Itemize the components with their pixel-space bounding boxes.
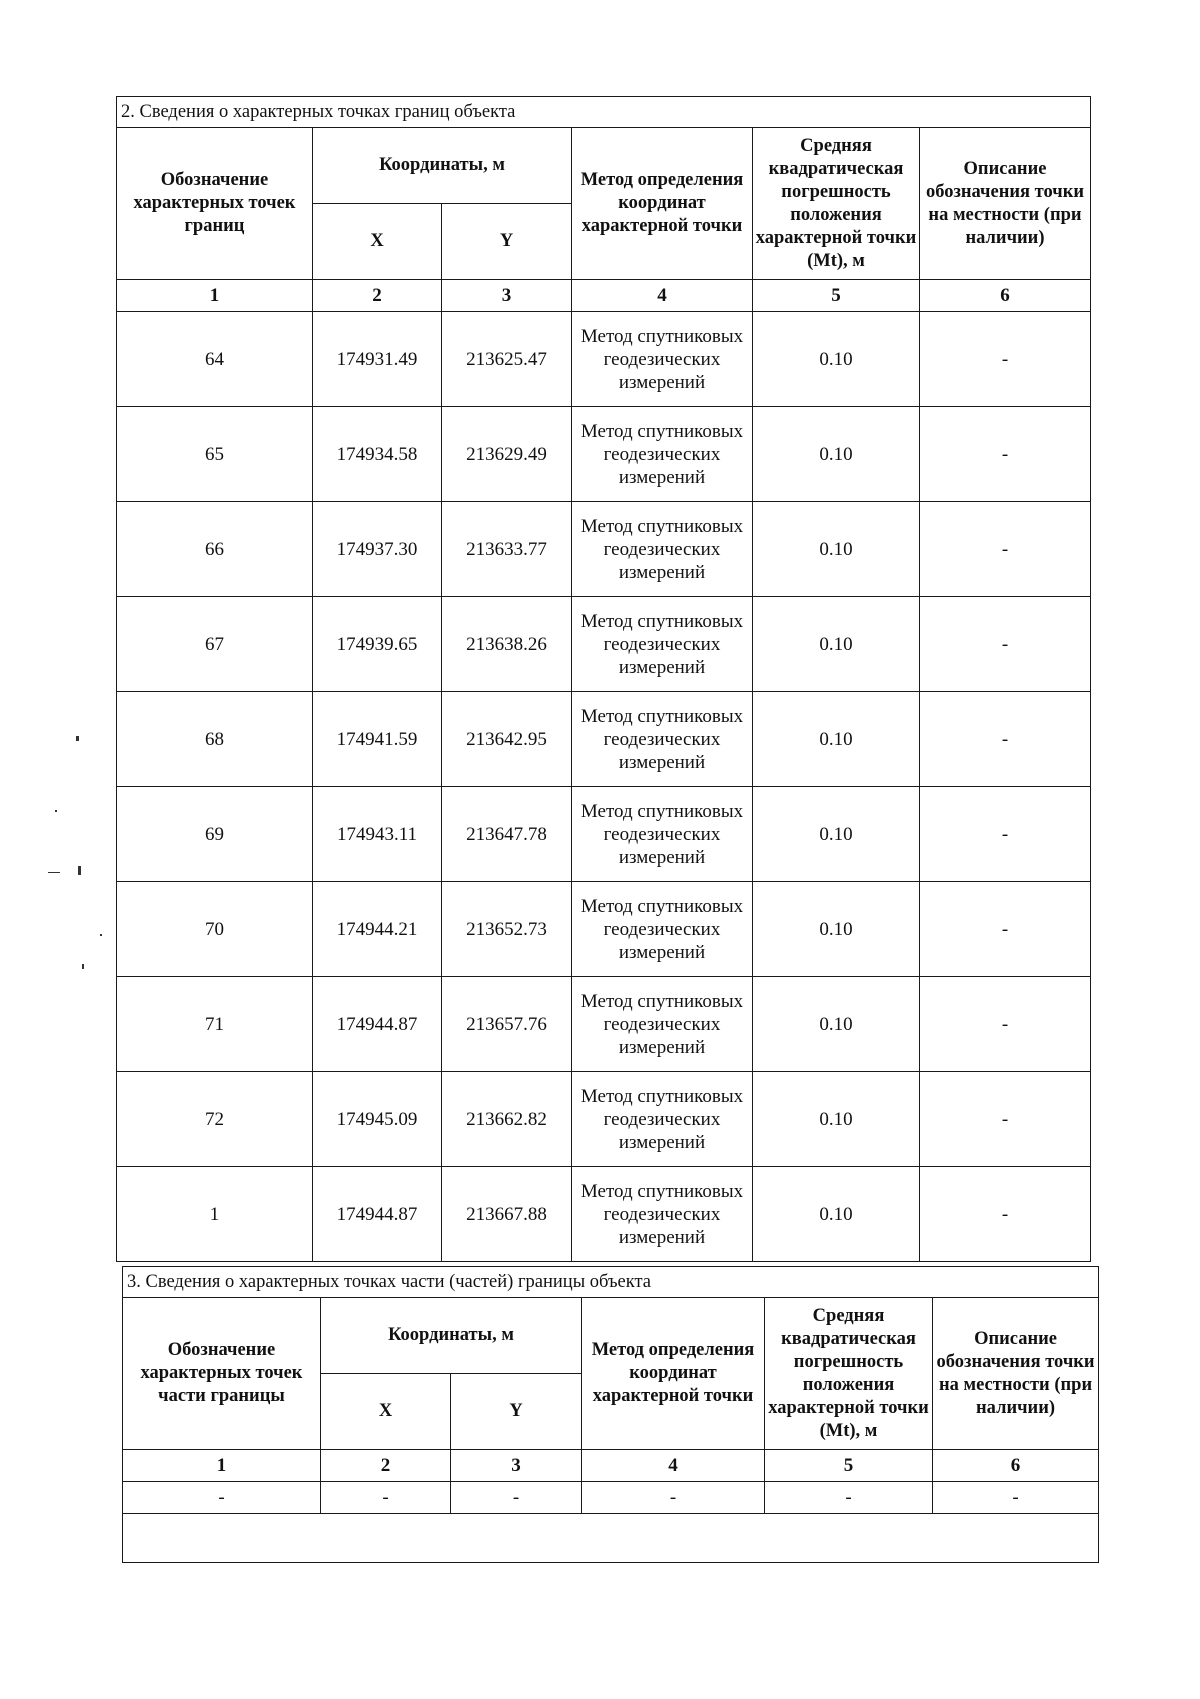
header-point-designation: Обозначение характерных точек части границы	[123, 1298, 321, 1450]
y-coordinate-cell: 213642.95	[442, 692, 572, 787]
column-number-row	[123, 1450, 1099, 1482]
point-number-cell: 1	[117, 1167, 313, 1262]
method-cell: Метод спутниковых геодезических измерений	[572, 407, 753, 502]
accuracy-cell: 0.10	[753, 977, 920, 1072]
header-accuracy: Средняя квадратическая погрешность положения характерной точки (Mt), м	[765, 1298, 933, 1450]
accuracy-cell: 0.10	[753, 787, 920, 882]
description-cell: -	[920, 787, 1091, 882]
y-coordinate-cell: 213657.76	[442, 977, 572, 1072]
header-description: Описание обозначения точки на местности (при наличии)	[920, 128, 1091, 280]
accuracy-cell: 0.10	[753, 1072, 920, 1167]
column-number: 2	[321, 1450, 451, 1482]
accuracy-cell: 0.10	[753, 882, 920, 977]
table-row	[117, 312, 1091, 407]
method-cell: Метод спутниковых геодезических измерений	[572, 502, 753, 597]
description-cell: -	[920, 692, 1091, 787]
x-coordinate-cell: 174931.49	[313, 312, 442, 407]
point-number-cell: 72	[117, 1072, 313, 1167]
x-coordinate-cell: 174939.65	[313, 597, 442, 692]
description-cell: -	[920, 597, 1091, 692]
header-method: Метод определения координат характерной точки	[572, 128, 753, 280]
accuracy-cell: 0.10	[753, 1167, 920, 1262]
table-row	[117, 597, 1091, 692]
description-cell: -	[920, 977, 1091, 1072]
header-coordinates: Координаты, м	[313, 128, 572, 204]
column-number: 1	[123, 1450, 321, 1482]
description-cell: -	[920, 882, 1091, 977]
accuracy-cell: 0.10	[753, 692, 920, 787]
y-coordinate-cell: 213662.82	[442, 1072, 572, 1167]
section2-table	[116, 96, 1091, 1262]
point-number-cell: 69	[117, 787, 313, 882]
header-description: Описание обозначения точки на местности (при наличии)	[933, 1298, 1099, 1450]
column-number: 4	[582, 1450, 765, 1482]
point-number-cell: 66	[117, 502, 313, 597]
x-coordinate-cell: 174941.59	[313, 692, 442, 787]
column-number: 5	[753, 280, 920, 312]
method-cell: Метод спутниковых геодезических измерений	[572, 692, 753, 787]
column-number: 3	[451, 1450, 582, 1482]
accuracy-cell: 0.10	[753, 407, 920, 502]
point-number-cell: 70	[117, 882, 313, 977]
description-cell: -	[920, 502, 1091, 597]
method-cell: Метод спутниковых геодезических измерений	[572, 882, 753, 977]
method-cell: Метод спутниковых геодезических измерений	[572, 312, 753, 407]
section2-title: 2. Сведения о характерных точках границ объекта	[117, 97, 1091, 128]
method-cell: Метод спутниковых геодезических измерений	[572, 1167, 753, 1262]
description-cell: -	[920, 312, 1091, 407]
header-point-designation: Обозначение характерных точек границ	[117, 128, 313, 280]
y-coordinate-cell: 213638.26	[442, 597, 572, 692]
section3-title: 3. Сведения о характерных точках части (частей) границы объекта	[123, 1267, 1099, 1298]
column-number: 2	[313, 280, 442, 312]
x-coordinate-cell: 174944.21	[313, 882, 442, 977]
table-row	[117, 977, 1091, 1072]
header-y: Y	[442, 204, 572, 280]
accuracy-cell: -	[765, 1482, 933, 1514]
x-coordinate-cell: 174945.09	[313, 1072, 442, 1167]
x-coordinate-cell: 174944.87	[313, 1167, 442, 1262]
column-number: 5	[765, 1450, 933, 1482]
scan-speck	[78, 866, 81, 875]
header-coordinates: Координаты, м	[321, 1298, 582, 1374]
y-coordinate-cell: 213629.49	[442, 407, 572, 502]
accuracy-cell: 0.10	[753, 312, 920, 407]
y-coordinate-cell: 213652.73	[442, 882, 572, 977]
point-number-cell: 65	[117, 407, 313, 502]
point-number-cell: 68	[117, 692, 313, 787]
column-number: 6	[920, 280, 1091, 312]
section3-table	[122, 1266, 1099, 1563]
x-coordinate-cell: 174943.11	[313, 787, 442, 882]
scan-speck	[48, 872, 60, 873]
column-number-row	[117, 280, 1091, 312]
x-coordinate-cell: -	[321, 1482, 451, 1514]
y-coordinate-cell: 213633.77	[442, 502, 572, 597]
point-number-cell: -	[123, 1482, 321, 1514]
method-cell: -	[582, 1482, 765, 1514]
table-row	[117, 1167, 1091, 1262]
table-row	[117, 502, 1091, 597]
header-x: X	[313, 204, 442, 280]
y-coordinate-cell: -	[451, 1482, 582, 1514]
point-number-cell: 71	[117, 977, 313, 1072]
table-row	[117, 407, 1091, 502]
table-row	[117, 1072, 1091, 1167]
scan-speck	[76, 736, 79, 741]
description-cell: -	[920, 1072, 1091, 1167]
column-number: 1	[117, 280, 313, 312]
point-number-cell: 64	[117, 312, 313, 407]
table-row	[117, 882, 1091, 977]
blank-footer-row	[123, 1514, 1099, 1563]
x-coordinate-cell: 174934.58	[313, 407, 442, 502]
table-row	[123, 1482, 1099, 1514]
method-cell: Метод спутниковых геодезических измерений	[572, 787, 753, 882]
description-cell: -	[933, 1482, 1099, 1514]
header-y: Y	[451, 1374, 582, 1450]
table-row	[117, 787, 1091, 882]
y-coordinate-cell: 213625.47	[442, 312, 572, 407]
method-cell: Метод спутниковых геодезических измерений	[572, 597, 753, 692]
y-coordinate-cell: 213647.78	[442, 787, 572, 882]
table-row	[117, 692, 1091, 787]
point-number-cell: 67	[117, 597, 313, 692]
column-number: 6	[933, 1450, 1099, 1482]
header-method: Метод определения координат характерной точки	[582, 1298, 765, 1450]
scan-speck	[55, 810, 57, 812]
description-cell: -	[920, 407, 1091, 502]
column-number: 3	[442, 280, 572, 312]
accuracy-cell: 0.10	[753, 502, 920, 597]
method-cell: Метод спутниковых геодезических измерений	[572, 1072, 753, 1167]
scan-speck	[100, 934, 102, 936]
method-cell: Метод спутниковых геодезических измерений	[572, 977, 753, 1072]
scan-speck	[82, 964, 84, 969]
x-coordinate-cell: 174937.30	[313, 502, 442, 597]
blank-cell	[123, 1514, 1099, 1563]
description-cell: -	[920, 1167, 1091, 1262]
accuracy-cell: 0.10	[753, 597, 920, 692]
column-number: 4	[572, 280, 753, 312]
y-coordinate-cell: 213667.88	[442, 1167, 572, 1262]
header-accuracy: Средняя квадратическая погрешность положения характерной точки (Mt), м	[753, 128, 920, 280]
x-coordinate-cell: 174944.87	[313, 977, 442, 1072]
header-x: X	[321, 1374, 451, 1450]
